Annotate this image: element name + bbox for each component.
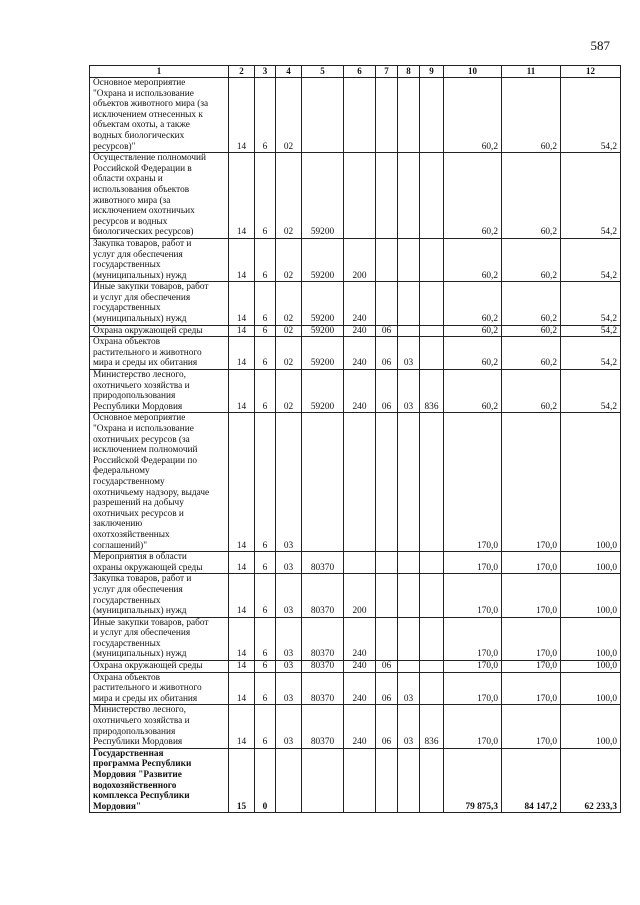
code-cell: 14: [229, 705, 255, 748]
amount-cell: 60,2: [502, 153, 561, 239]
code-cell: 14: [229, 413, 255, 552]
code-cell: 6: [255, 617, 276, 660]
code-cell: 14: [229, 370, 255, 413]
code-cell: [420, 413, 444, 552]
table-row: [90, 748, 621, 813]
column-header: 6: [344, 66, 376, 78]
amount-cell: 54,2: [561, 78, 621, 153]
code-cell: 14: [229, 661, 255, 673]
code-cell: 03: [398, 370, 420, 413]
table-row: [90, 153, 621, 239]
code-cell: 0: [255, 748, 276, 813]
amount-cell: 60,2: [444, 337, 502, 370]
amount-cell: 170,0: [444, 574, 502, 617]
code-cell: 240: [344, 705, 376, 748]
amount-cell: 170,0: [444, 661, 502, 673]
code-cell: [302, 413, 344, 552]
code-cell: [276, 748, 302, 813]
code-cell: [302, 78, 344, 153]
code-cell: [420, 748, 444, 813]
code-cell: 240: [344, 337, 376, 370]
code-cell: [344, 153, 376, 239]
code-cell: 80370: [302, 552, 344, 574]
code-cell: [398, 325, 420, 337]
code-cell: 240: [344, 325, 376, 337]
code-cell: 80370: [302, 661, 344, 673]
code-cell: [398, 153, 420, 239]
column-header: 10: [444, 66, 502, 78]
amount-cell: 170,0: [444, 552, 502, 574]
table-row: [90, 705, 621, 748]
column-header: 2: [229, 66, 255, 78]
code-cell: [376, 574, 398, 617]
row-name-cell: Иные закупки товаров, работ и услуг для обеспечения государственных (муниципальных) нужд: [90, 617, 229, 660]
code-cell: [398, 78, 420, 153]
row-name-cell: Основное мероприятие "Охрана и использование охотничьих ресурсов (за исключением полномочий Российской Федерации по федеральному государственному охотничьему надзору, выдаче разрешений на добычу охотничьих ресурсов и заключению охотхозяйственных соглашений)": [90, 413, 229, 552]
code-cell: 03: [276, 574, 302, 617]
code-cell: [398, 574, 420, 617]
code-cell: 03: [398, 672, 420, 705]
code-cell: 02: [276, 337, 302, 370]
amount-cell: 170,0: [502, 705, 561, 748]
code-cell: 6: [255, 661, 276, 673]
amount-cell: 170,0: [444, 413, 502, 552]
row-name-cell: Закупка товаров, работ и услуг для обеспечения государственных (муниципальных) нужд: [90, 238, 229, 281]
table-row: [90, 78, 621, 153]
amount-cell: 170,0: [502, 672, 561, 705]
code-cell: 03: [276, 705, 302, 748]
code-cell: 836: [420, 705, 444, 748]
code-cell: 200: [344, 574, 376, 617]
code-cell: 15: [229, 748, 255, 813]
code-cell: [398, 552, 420, 574]
code-cell: 6: [255, 153, 276, 239]
amount-cell: 60,2: [502, 325, 561, 337]
amount-cell: 170,0: [502, 413, 561, 552]
code-cell: 06: [376, 325, 398, 337]
table-row: [90, 661, 621, 673]
code-cell: 02: [276, 238, 302, 281]
code-cell: 836: [420, 370, 444, 413]
amount-cell: 100,0: [561, 661, 621, 673]
header-row: [90, 66, 621, 78]
code-cell: [376, 413, 398, 552]
column-header: 4: [276, 66, 302, 78]
code-cell: 59200: [302, 337, 344, 370]
code-cell: 59200: [302, 153, 344, 239]
column-header: 1: [90, 66, 229, 78]
code-cell: 06: [376, 370, 398, 413]
code-cell: 59200: [302, 325, 344, 337]
code-cell: 02: [276, 78, 302, 153]
amount-cell: 54,2: [561, 337, 621, 370]
row-name-cell: Министерство лесного, охотничьего хозяйства и природопользования Республики Мордовия: [90, 705, 229, 748]
amount-cell: 60,2: [444, 153, 502, 239]
column-header: 12: [561, 66, 621, 78]
code-cell: 02: [276, 282, 302, 325]
row-name-cell: Охрана объектов растительного и животного мира и среды их обитания: [90, 672, 229, 705]
row-name-cell: Охрана объектов растительного и животного мира и среды их обитания: [90, 337, 229, 370]
amount-cell: 60,2: [444, 370, 502, 413]
code-cell: 6: [255, 337, 276, 370]
code-cell: [398, 617, 420, 660]
code-cell: [376, 78, 398, 153]
amount-cell: 60,2: [444, 282, 502, 325]
code-cell: 03: [276, 617, 302, 660]
code-cell: 03: [276, 552, 302, 574]
amount-cell: 170,0: [502, 552, 561, 574]
code-cell: 6: [255, 238, 276, 281]
table-row: [90, 325, 621, 337]
amount-cell: 100,0: [561, 705, 621, 748]
table-row: [90, 370, 621, 413]
code-cell: 6: [255, 705, 276, 748]
amount-cell: 60,2: [502, 78, 561, 153]
amount-cell: 60,2: [444, 238, 502, 281]
code-cell: 59200: [302, 370, 344, 413]
code-cell: 14: [229, 153, 255, 239]
row-name-cell: Министерство лесного, охотничьего хозяйства и природопользования Республики Мордовия: [90, 370, 229, 413]
code-cell: [376, 238, 398, 281]
code-cell: 6: [255, 574, 276, 617]
row-name-cell: Государственная программа Республики Мордовия "Развитие водохозяйственного комплекса Республики Мордовия": [90, 748, 229, 813]
row-name-cell: Осуществление полномочий Российской Федерации в области охраны и использования объектов животного мира (за исключением охотничьих ресурсов и водных биологических ресурсов): [90, 153, 229, 239]
amount-cell: 170,0: [444, 672, 502, 705]
amount-cell: 100,0: [561, 552, 621, 574]
code-cell: 14: [229, 78, 255, 153]
code-cell: [302, 748, 344, 813]
row-name-cell: Основное мероприятие "Охрана и использование объектов животного мира (за исключением отнесенных к объектам охоты, а также водных биологических ресурсов)": [90, 78, 229, 153]
code-cell: 240: [344, 661, 376, 673]
amount-cell: 60,2: [502, 370, 561, 413]
code-cell: 06: [376, 661, 398, 673]
code-cell: [420, 661, 444, 673]
code-cell: [376, 282, 398, 325]
amount-cell: 60,2: [444, 78, 502, 153]
code-cell: 14: [229, 617, 255, 660]
code-cell: 14: [229, 552, 255, 574]
code-cell: 240: [344, 672, 376, 705]
row-name-cell: Охрана окружающей среды: [90, 661, 229, 673]
amount-cell: 170,0: [502, 661, 561, 673]
column-header: 11: [502, 66, 561, 78]
amount-cell: 62 233,3: [561, 748, 621, 813]
code-cell: 14: [229, 238, 255, 281]
code-cell: 80370: [302, 574, 344, 617]
code-cell: [420, 337, 444, 370]
code-cell: 14: [229, 337, 255, 370]
code-cell: 03: [398, 337, 420, 370]
code-cell: 240: [344, 370, 376, 413]
code-cell: [420, 282, 444, 325]
code-cell: 14: [229, 282, 255, 325]
code-cell: [376, 552, 398, 574]
row-name-cell: Закупка товаров, работ и услуг для обеспечения государственных (муниципальных) нужд: [90, 574, 229, 617]
code-cell: 6: [255, 413, 276, 552]
row-name-cell: Иные закупки товаров, работ и услуг для обеспечения государственных (муниципальных) нужд: [90, 282, 229, 325]
code-cell: [344, 78, 376, 153]
code-cell: 80370: [302, 617, 344, 660]
column-header: 5: [302, 66, 344, 78]
amount-cell: 54,2: [561, 238, 621, 281]
code-cell: 02: [276, 370, 302, 413]
code-cell: [376, 153, 398, 239]
code-cell: 02: [276, 153, 302, 239]
column-header: 7: [376, 66, 398, 78]
table-row: [90, 617, 621, 660]
amount-cell: 170,0: [444, 705, 502, 748]
code-cell: 59200: [302, 238, 344, 281]
code-cell: [420, 552, 444, 574]
code-cell: [398, 282, 420, 325]
table-row: [90, 672, 621, 705]
row-name-cell: Охрана окружающей среды: [90, 325, 229, 337]
code-cell: [420, 574, 444, 617]
code-cell: [344, 413, 376, 552]
code-cell: 03: [276, 672, 302, 705]
column-header: 8: [398, 66, 420, 78]
code-cell: 02: [276, 325, 302, 337]
code-cell: [344, 552, 376, 574]
code-cell: [398, 748, 420, 813]
code-cell: 6: [255, 672, 276, 705]
code-cell: [420, 153, 444, 239]
amount-cell: 170,0: [502, 617, 561, 660]
amount-cell: 100,0: [561, 672, 621, 705]
page-number: 587: [590, 38, 610, 53]
amount-cell: 60,2: [502, 282, 561, 325]
amount-cell: 100,0: [561, 617, 621, 660]
row-name-cell: Мероприятия в области охраны окружающей среды: [90, 552, 229, 574]
code-cell: 14: [229, 574, 255, 617]
code-cell: 06: [376, 705, 398, 748]
code-cell: [398, 413, 420, 552]
code-cell: 240: [344, 282, 376, 325]
code-cell: 6: [255, 78, 276, 153]
table-row: [90, 413, 621, 552]
code-cell: 14: [229, 672, 255, 705]
amount-cell: 170,0: [502, 574, 561, 617]
code-cell: [376, 748, 398, 813]
amount-cell: 60,2: [502, 337, 561, 370]
code-cell: [344, 748, 376, 813]
code-cell: 240: [344, 617, 376, 660]
code-cell: 80370: [302, 672, 344, 705]
code-cell: [420, 238, 444, 281]
table-row: [90, 574, 621, 617]
code-cell: 03: [276, 661, 302, 673]
amount-cell: 60,2: [444, 325, 502, 337]
amount-cell: 54,2: [561, 282, 621, 325]
column-header: 3: [255, 66, 276, 78]
amount-cell: 100,0: [561, 413, 621, 552]
code-cell: [398, 238, 420, 281]
code-cell: [398, 661, 420, 673]
amount-cell: 84 147,2: [502, 748, 561, 813]
code-cell: 59200: [302, 282, 344, 325]
amount-cell: 54,2: [561, 153, 621, 239]
table-row: [90, 238, 621, 281]
code-cell: 03: [398, 705, 420, 748]
column-header: 9: [420, 66, 444, 78]
code-cell: 03: [276, 413, 302, 552]
amount-cell: 100,0: [561, 574, 621, 617]
code-cell: 6: [255, 325, 276, 337]
code-cell: [420, 78, 444, 153]
code-cell: 06: [376, 337, 398, 370]
code-cell: 14: [229, 325, 255, 337]
table-row: [90, 282, 621, 325]
amount-cell: 54,2: [561, 370, 621, 413]
budget-table: [89, 65, 621, 813]
code-cell: [420, 617, 444, 660]
code-cell: [376, 617, 398, 660]
code-cell: 6: [255, 552, 276, 574]
code-cell: 80370: [302, 705, 344, 748]
table-row: [90, 337, 621, 370]
code-cell: [420, 325, 444, 337]
code-cell: 6: [255, 370, 276, 413]
amount-cell: 79 875,3: [444, 748, 502, 813]
code-cell: 06: [376, 672, 398, 705]
amount-cell: 170,0: [444, 617, 502, 660]
code-cell: 6: [255, 282, 276, 325]
code-cell: 200: [344, 238, 376, 281]
table-row: [90, 552, 621, 574]
amount-cell: 60,2: [502, 238, 561, 281]
amount-cell: 54,2: [561, 325, 621, 337]
code-cell: [420, 672, 444, 705]
